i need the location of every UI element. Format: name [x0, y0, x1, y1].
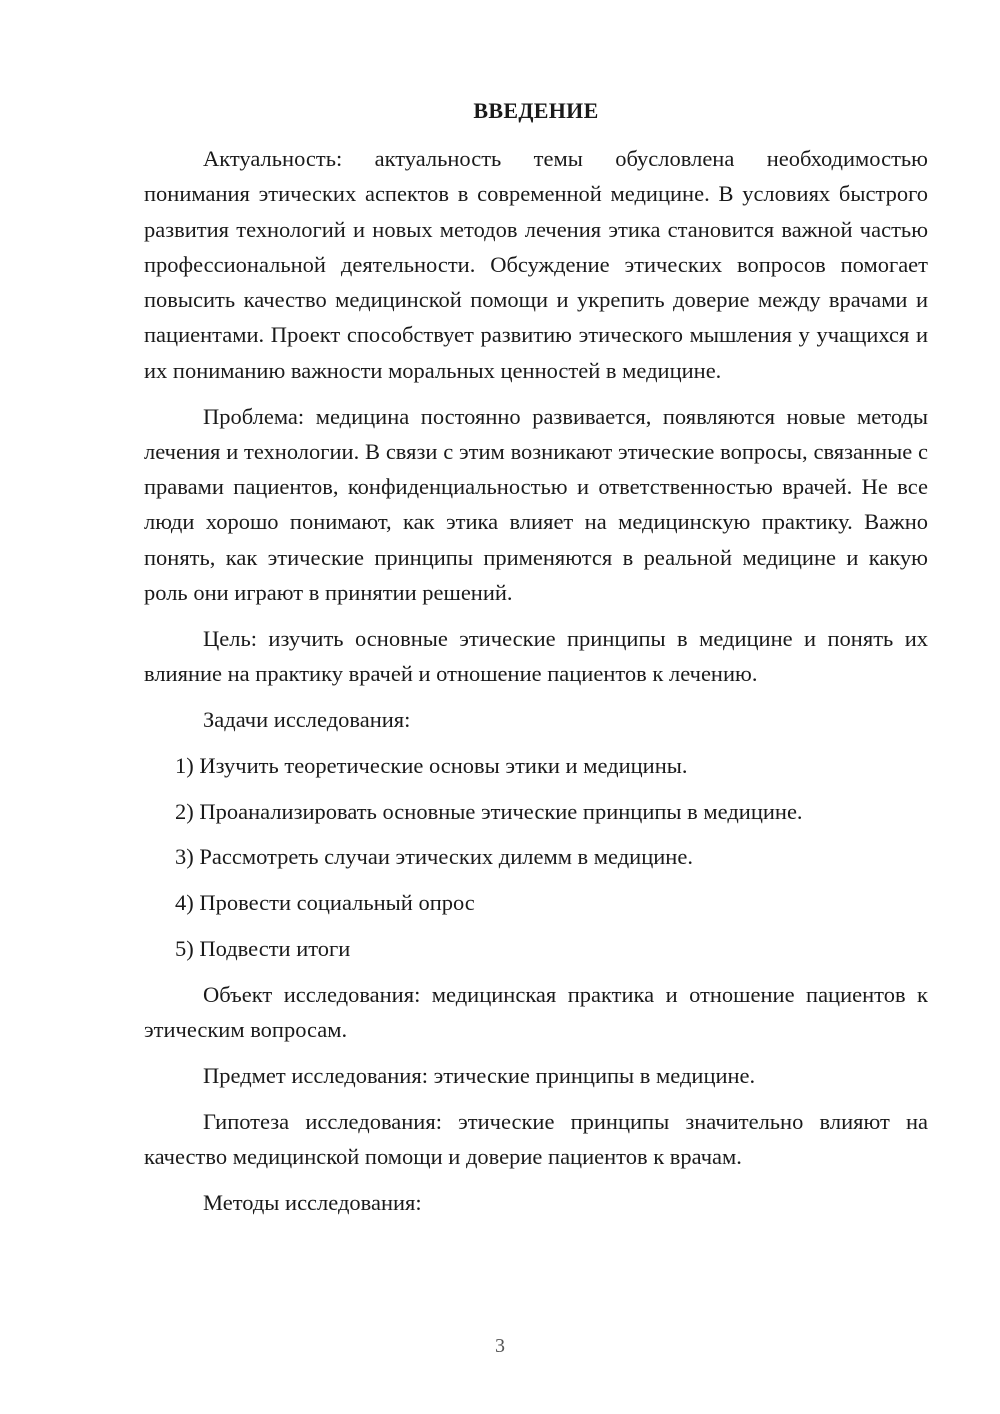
problem-paragraph: Проблема: медицина постоянно развивается, появляются новые методы лечения и технологии. В связи с этим возникают этические вопросы, связанные с правами пациентов, конфиденциальностью и ответственностью врачей. Не все люди хорошо понимают, как этика влияет на медицинскую практику. Важно понять, как этические принципы применяются в реальной медицине и какую роль они играют в принятии решений.	[144, 403, 928, 606]
document-body	[144, 141, 928, 1231]
relevance-paragraph: Актуальность: актуальность темы обусловлена необходимостью понимания этических аспектов в современной медицине. В условиях быстрого развития технологий и новых методов лечения этика становится важной частью профессиональной деятельности. Обсуждение этических вопросов помогает повысить качество медицинской помощи и укрепить доверие между врачами и пациентами. Проект способствует развитию этического мышления у учащихся и их пониманию важности моральных ценностей в медицине.	[144, 146, 928, 383]
goal-paragraph: Цель: изучить основные этические принципы в медицине и понять их влияние на практику врачей и отношение пациентов к лечению.	[144, 625, 928, 687]
task-item: 1) Изучить теоретические основы этики и медицины.	[175, 752, 688, 778]
task-item: 2) Проанализировать основные этические принципы в медицине.	[175, 798, 803, 824]
methods-heading: Методы исследования:	[203, 1189, 422, 1215]
hypothesis-paragraph: Гипотеза исследования: этические принципы значительно влияют на качество медицинской помощи и доверие пациентов к врачам.	[144, 1108, 928, 1169]
tasks-heading: Задачи исследования:	[203, 706, 411, 732]
task-item: 5) Подвести итоги	[175, 935, 351, 961]
object-paragraph: Объект исследования: медицинская практика и отношение пациентов к этическим вопросам.	[144, 981, 928, 1043]
section-title: ВВЕДЕНИЕ	[473, 98, 599, 123]
page-number: 3	[495, 1335, 505, 1357]
subject-paragraph: Предмет исследования: этические принципы в медицине.	[203, 1062, 756, 1088]
task-item: 4) Провести социальный опрос	[175, 890, 475, 916]
task-item: 3) Рассмотреть случаи этических дилемм в медицине.	[175, 844, 693, 870]
